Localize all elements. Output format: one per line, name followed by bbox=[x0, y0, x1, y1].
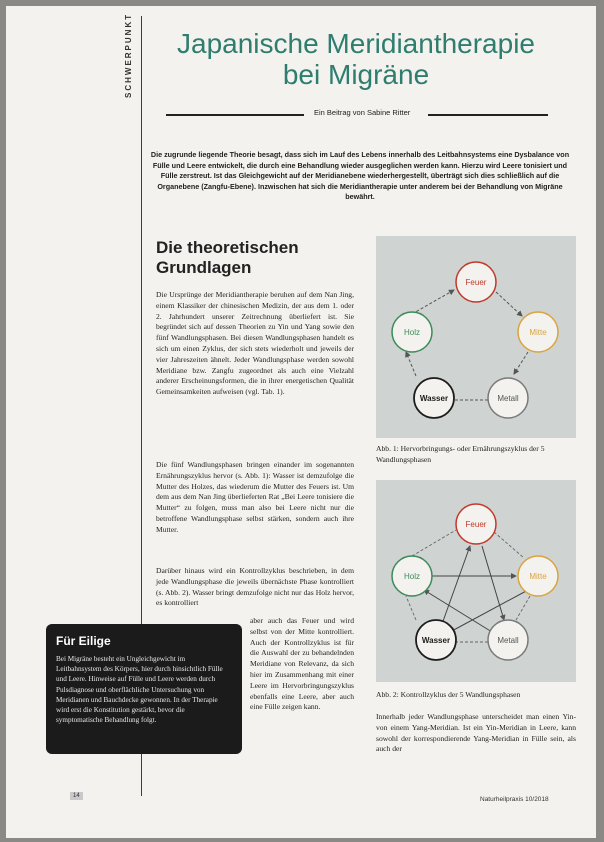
byline-rule-right bbox=[428, 114, 548, 116]
arrow-feuer-mitte bbox=[496, 292, 522, 316]
section-heading-line-2: Grundlagen bbox=[156, 258, 252, 277]
node-metall bbox=[488, 378, 528, 418]
cycle-edge-5 bbox=[412, 530, 456, 556]
arrow-holz-feuer bbox=[412, 290, 454, 314]
svg-text:Metall: Metall bbox=[497, 394, 519, 403]
byline-row bbox=[166, 108, 566, 120]
node-wasser bbox=[416, 620, 456, 660]
body-paragraph-3: Darüber hinaus wird ein Kontrollzyklus beschrieben, in dem jede Wandlungsphase die jeweils übernächste Phase kontrolliert (s. Abb. 2). Wasser bringt demzufolge nicht nur das Holz hervor, es kontrolliert bbox=[156, 566, 354, 608]
node-wasser bbox=[414, 378, 454, 418]
byline-rule-left bbox=[166, 114, 304, 116]
figure-1 bbox=[376, 236, 576, 438]
section-heading bbox=[156, 238, 299, 278]
node-metall bbox=[488, 620, 528, 660]
node-holz bbox=[392, 556, 432, 596]
section-heading-line-1: Die theoretischen bbox=[156, 238, 299, 257]
svg-text:Holz: Holz bbox=[403, 572, 421, 581]
svg-text:Wasser: Wasser bbox=[419, 394, 449, 403]
body-paragraph-4: aber auch das Feuer und wird selbst von der Mitte kontrolliert. Auch der Kontrollzyklus ist für die Auswahl der zu behandelnden Meridiane von Relevanz, da sich hier im Zusammenhang mit einer Leere im Hervorbringungszyklus ebenfalls eine Leere, aber auch eine Fülle zeigen kann. bbox=[250, 616, 354, 712]
cycle-edge-4 bbox=[406, 596, 416, 620]
section-label: SCHWERPUNKT bbox=[124, 12, 133, 98]
summary-box bbox=[46, 624, 242, 754]
title-line-1: Japanische Meridiantherapie bbox=[177, 28, 535, 59]
body-paragraph-1: Die Ursprünge der Meridiantherapie beruhen auf dem Nan Jing, einem Klassiker der chinesischen Medizin, der aus dem 1. oder 2. Jahrhundert unserer Zeitrechnung überliefert ist. Sie begründet sich auf dessen Theorien zu Yin und Yang sowie den fünf Wandlungsphasen. Bei diesen Wandlungsphasen handelt es sich um einen Zyklus, der sich stets wiederholt und jeweils der vier Jahreszeiten ähnelt. Jeder Wandlungsphase werden sowohl Meridiane bzw. Zangfu zugeordnet als auch eine Vielzahl anderer Erscheinungsformen, die in ihrer energetischen Qualität Gemeinsamkeiten aufweisen (vgl. Tab. 1). bbox=[156, 290, 354, 397]
article-title bbox=[166, 28, 546, 90]
byline: Ein Beitrag von Sabine Ritter bbox=[314, 108, 411, 117]
intro-paragraph: Die zugrunde liegende Theorie besagt, dass sich im Lauf des Lebens innerhalb des Leitbahnsystems eine Dysbalance von Fülle und Leere entwickelt, die durch eine Behandlung wieder ausgeglichen werden kann. Hierzu wird Leere tonisiert und Fülle zerstreut. Ist das Gleichgewicht auf der Meridianebene wiederhergestellt, überträgt sich dies schließlich auf die Organebene (Zangfu-Ebene). Inzwischen hat sich die Meridiantherapie unter anderem bei der Behandlung von Migräne bewährt. bbox=[150, 150, 570, 201]
node-feuer bbox=[456, 262, 496, 302]
magazine-page bbox=[6, 6, 596, 838]
svg-text:Metall: Metall bbox=[497, 636, 519, 645]
figure-2-caption: Abb. 2: Kontrollzyklus der 5 Wandlungsphasen bbox=[376, 690, 521, 699]
arrow-wasser-holz bbox=[406, 352, 416, 376]
summary-box-title: Für Eilige bbox=[56, 634, 111, 648]
cycle-edge-2 bbox=[516, 596, 530, 620]
svg-text:Mitte: Mitte bbox=[529, 572, 547, 581]
summary-box-text: Bei Migräne besteht ein Ungleichgewicht im Leitbahnsystem des Körpers, hier durch hinsichtlich Fülle und Leere. Hinweise auf Fülle und Leere werden durch Pulsdiagnose und oberflächliche Untersuchung von Meridianen und Bauchdecke gewonnen. In der Therapie wird erst die Konstitution gestärkt, bevor die symptomatische Behandlung folgt. bbox=[56, 655, 223, 725]
svg-text:Feuer: Feuer bbox=[465, 520, 487, 529]
magazine-footer: Naturheilpraxis 10/2018 bbox=[480, 796, 549, 803]
node-mitte bbox=[518, 312, 558, 352]
svg-text:Holz: Holz bbox=[403, 328, 421, 337]
figure-1-caption: Abb. 1: Hervorbringungs- oder Ernährungszyklus der 5 Wandlungsphasen bbox=[376, 444, 545, 464]
node-feuer bbox=[456, 504, 496, 544]
figure-2-diagram bbox=[376, 480, 576, 682]
figure-1-diagram bbox=[376, 236, 576, 438]
body-paragraph-5: Innerhalb jeder Wandlungsphase unterscheidet man einen Yin- von einem Yang-Meridian. Ist ein Yin-Meridian in Leere, kann sowohl der korrespondierende Yang-Meridian in Fülle sein, als auch der bbox=[376, 712, 576, 754]
arrow-mitte-metall bbox=[514, 352, 528, 374]
svg-text:Wasser: Wasser bbox=[421, 636, 451, 645]
svg-text:Mitte: Mitte bbox=[529, 328, 547, 337]
cycle-edge-1 bbox=[494, 532, 524, 558]
node-holz bbox=[392, 312, 432, 352]
title-line-2: bei Migräne bbox=[282, 59, 430, 90]
body-paragraph-2: Die fünf Wandlungsphasen bringen einander im sogenannten Ernährungszyklus hervor (s. Abb. 1): Wasser ist demzufolge die Mutter des Holzes, das wiederum die Mutter des Feuers ist. Um dem aus dem Nan Jing überlieferten Rat „Bei Leere tonisiere die Mutter“ zu folgen, muss man also bei Leere nicht nur die betroffene Wandlungsphase selbst stärken, sondern auch ihre Mutter. bbox=[156, 460, 354, 534]
control-wasser-feuer bbox=[442, 546, 470, 624]
svg-text:Feuer: Feuer bbox=[465, 278, 487, 287]
node-mitte bbox=[518, 556, 558, 596]
page-number: 14 bbox=[70, 792, 83, 800]
figure-2 bbox=[376, 480, 576, 682]
